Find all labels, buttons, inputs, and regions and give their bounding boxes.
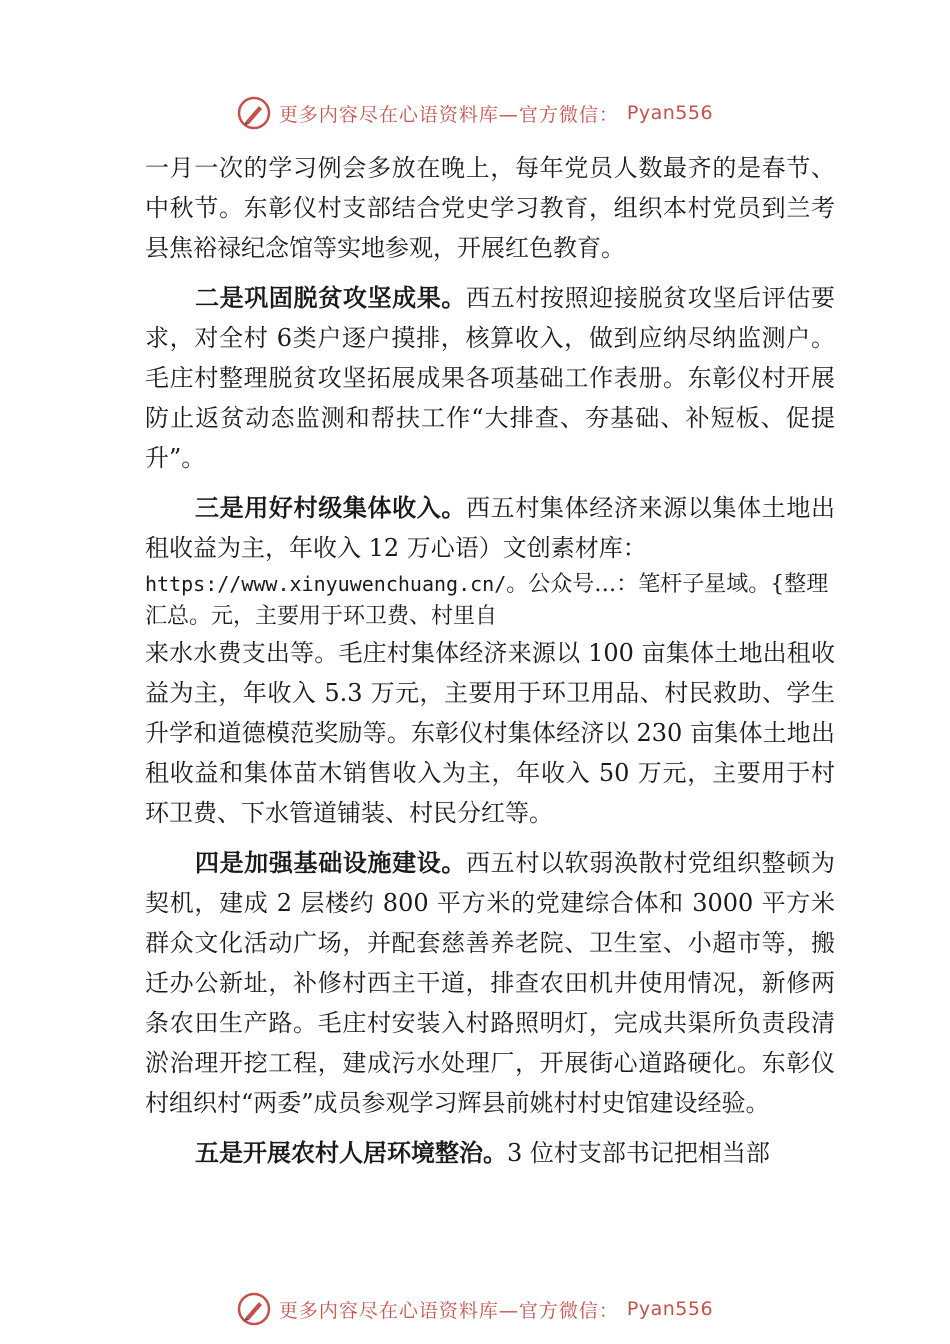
ad-text: 。公众号…：笔杆子星域。{整理汇总。元，主要用于环卫费、村里自 [145, 572, 829, 629]
pen-logo-icon [237, 96, 271, 130]
section-heading: 五是开展农村人居环境整治。 [195, 1139, 507, 1167]
footer-watermark [0, 1292, 950, 1326]
watermark-wechat-id: Pyan556 [626, 102, 714, 124]
header-watermark [0, 96, 950, 130]
paragraph-text: 来水水费支出等。毛庄村集体经济来源以 100 亩集体土地出租收益为主，年收入 5.3 万元，主要用于环卫用品、村民救助、学生升学和道德模范奖励等。东彰仪村集体经济以 230 亩集体土地出租收益和集体苗木销售收入为主，年收入 50 万元，主要用于村环卫费、下水管道铺装、村民分红等。 [145, 639, 835, 827]
paragraph-environment [145, 1133, 835, 1173]
section-heading: 四是加强基础设施建设。 [195, 849, 467, 877]
section-heading: 三是用好村级集体收入。 [195, 494, 467, 522]
paragraph-income-continued [145, 633, 835, 833]
paragraph-infrastructure [145, 843, 835, 1123]
paragraph-text: 一月一次的学习例会多放在晚上，每年党员人数最齐的是春节、中秋节。东彰仪村支部结合党史学习教育，组织本村党员到兰考县焦裕禄纪念馆等实地参观，开展红色教育。 [145, 154, 835, 262]
paragraph-text: 3 位村支部书记把相当部 [507, 1139, 770, 1167]
section-heading: 二是巩固脱贫攻坚成果。 [195, 284, 467, 312]
document-body [145, 148, 835, 1173]
paragraph-income [145, 488, 835, 568]
paragraph-text: 西五村集体经济来源以集体土地出租收益为主，年收入 12 万心语）文创素材库： [145, 494, 836, 562]
watermark-text: 更多内容尽在心语资料库—官方微信： [278, 1299, 619, 1322]
watermark-text: 更多内容尽在心语资料库—官方微信： [278, 103, 619, 126]
ad-url-link[interactable]: https://www.xinyuwenchuang.cn/ [145, 572, 507, 596]
paragraph-text: 西五村以软弱涣散村党组织整顿为契机，建成 2 层楼约 800 平方米的党建综合体和 3000 平方米群众文化活动广场，并配套慈善养老院、卫生室、小超市等，搬迁办公新址，补修村西主干道，排查农田机井使用情况，新修两条农田生产路。毛庄村安装入村路照明灯，完成共渠所负责段清淤治理开挖工程，建成污水处理厂，开展街心道路硬化。东彰仪村组织村“两委”成员参观学习辉县前姚村村史馆建设经验。 [145, 849, 836, 1117]
inserted-ad-text [145, 568, 835, 633]
watermark-wechat-id: Pyan556 [626, 1298, 714, 1320]
paragraph-poverty [145, 278, 835, 478]
paragraph-text: 西五村按照迎接脱贫攻坚后评估要求，对全村 6类户逐户摸排，核算收入，做到应纳尽纳监测户。毛庄村整理脱贫攻坚拓展成果各项基础工作表册。东彰仪村开展防止返贫动态监测和帮扶工作“大排查、夯基础、补短板、促提升”。 [145, 284, 836, 472]
pen-logo-icon [237, 1292, 271, 1326]
paragraph-continuation [145, 148, 835, 268]
